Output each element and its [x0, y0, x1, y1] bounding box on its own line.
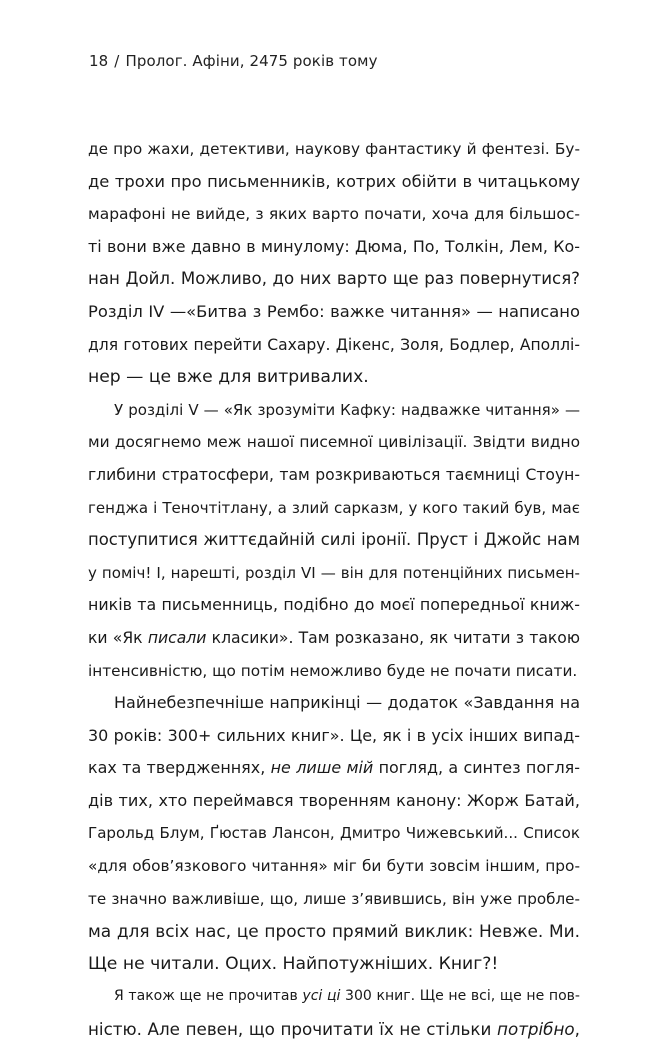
text-line: де про жахи, детективи, наукову фантастику й фентезі. Бу- — [88, 140, 580, 158]
text-line: у поміч! І, нарешті, розділ VI — він для потенційних письмен- — [88, 563, 580, 582]
text-line: «для обов’язкового читання» міг би бути зовсім іншим, про- — [88, 857, 580, 876]
text-line: ки «Як писали класики». Там розказано, як читати з такою — [88, 628, 580, 647]
text-line: марафоні не вийде, з яких варто почати, хоча для більшос- — [88, 205, 580, 224]
text-line: нан Дойл. Можливо, до них варто ще раз повернутися? — [88, 269, 580, 289]
text-line: глибини стратосфери, там розкриваються таємниці Стоун- — [88, 465, 580, 484]
text-line: Найнебезпечніше наприкінці — додаток «Завдання на — [114, 693, 580, 713]
running-title: Пролог. Афіни, 2475 років тому — [125, 52, 378, 70]
text-line: Розділ IV —«Битва з Рембо: важке читання» — написано — [88, 301, 580, 321]
text-line: ми досягнемо меж нашої писемної цивілізації. Звідти видно — [88, 433, 580, 452]
text-line: ма для всіх нас, це просто прямий виклик: Невже. Ми. — [88, 921, 580, 942]
header-separator: / — [114, 52, 120, 70]
text-line: У розділі V — «Як зрозуміти Кафку: надважке читання» — — [114, 400, 580, 419]
text-line: інтенсивністю, що потім неможливо буде не почати писати. — [88, 661, 578, 680]
running-header — [89, 52, 378, 70]
text-line: де трохи про письменників, котрих обійти в читацькому — [88, 171, 580, 191]
text-line: поступитися життєдайній силі іронії. Пруст і Джойс нам — [88, 530, 580, 550]
text-line: 30 років: 300+ сильних книг». Це, як і в усіх інших випад- — [88, 725, 580, 745]
text-line: ті вони вже давно в минулому: Дюма, По, Толкін, Лем, Ко- — [88, 236, 580, 256]
text-line: те значно важливіше, що, лише з’явившись, він уже пробле- — [88, 889, 580, 908]
text-line: нер — це вже для витривалих. — [88, 367, 369, 388]
italic-text: не лише мій — [270, 758, 374, 778]
text-line: генджа і Теночтітлану, а злий сарказм, у кого такий був, має — [88, 498, 580, 517]
page-number: 18 — [89, 52, 109, 70]
italic-text: потрібно — [497, 1019, 575, 1040]
text-line: Ще не читали. Оцих. Найпотужніших. Книг?! — [88, 953, 499, 974]
text-line: Я також ще не прочитав усі ці 300 книг. Ще не всі, ще не пов- — [114, 988, 581, 1005]
text-line: для готових перейти Сахару. Дікенс, Золя, Бодлер, Аполлі- — [88, 335, 580, 354]
text-line: дів тих, хто переймався творенням канону: Жорж Батай, — [88, 790, 580, 810]
text-line: ників та письменниць, подібно до моєї попередньої книж- — [88, 595, 580, 615]
italic-text: усі ці — [302, 988, 341, 1005]
text-line: Гарольд Блум, Ґюстав Лансон, Дмитро Чижевський... Список — [88, 824, 580, 843]
body-text — [88, 133, 580, 1046]
italic-text: писали — [147, 628, 207, 647]
text-line: ках та твердженнях, не лише мій погляд, а синтез погля- — [88, 758, 581, 778]
text-line: ністю. Але певен, що прочитати їх не стільки потрібно, — [88, 1019, 580, 1040]
